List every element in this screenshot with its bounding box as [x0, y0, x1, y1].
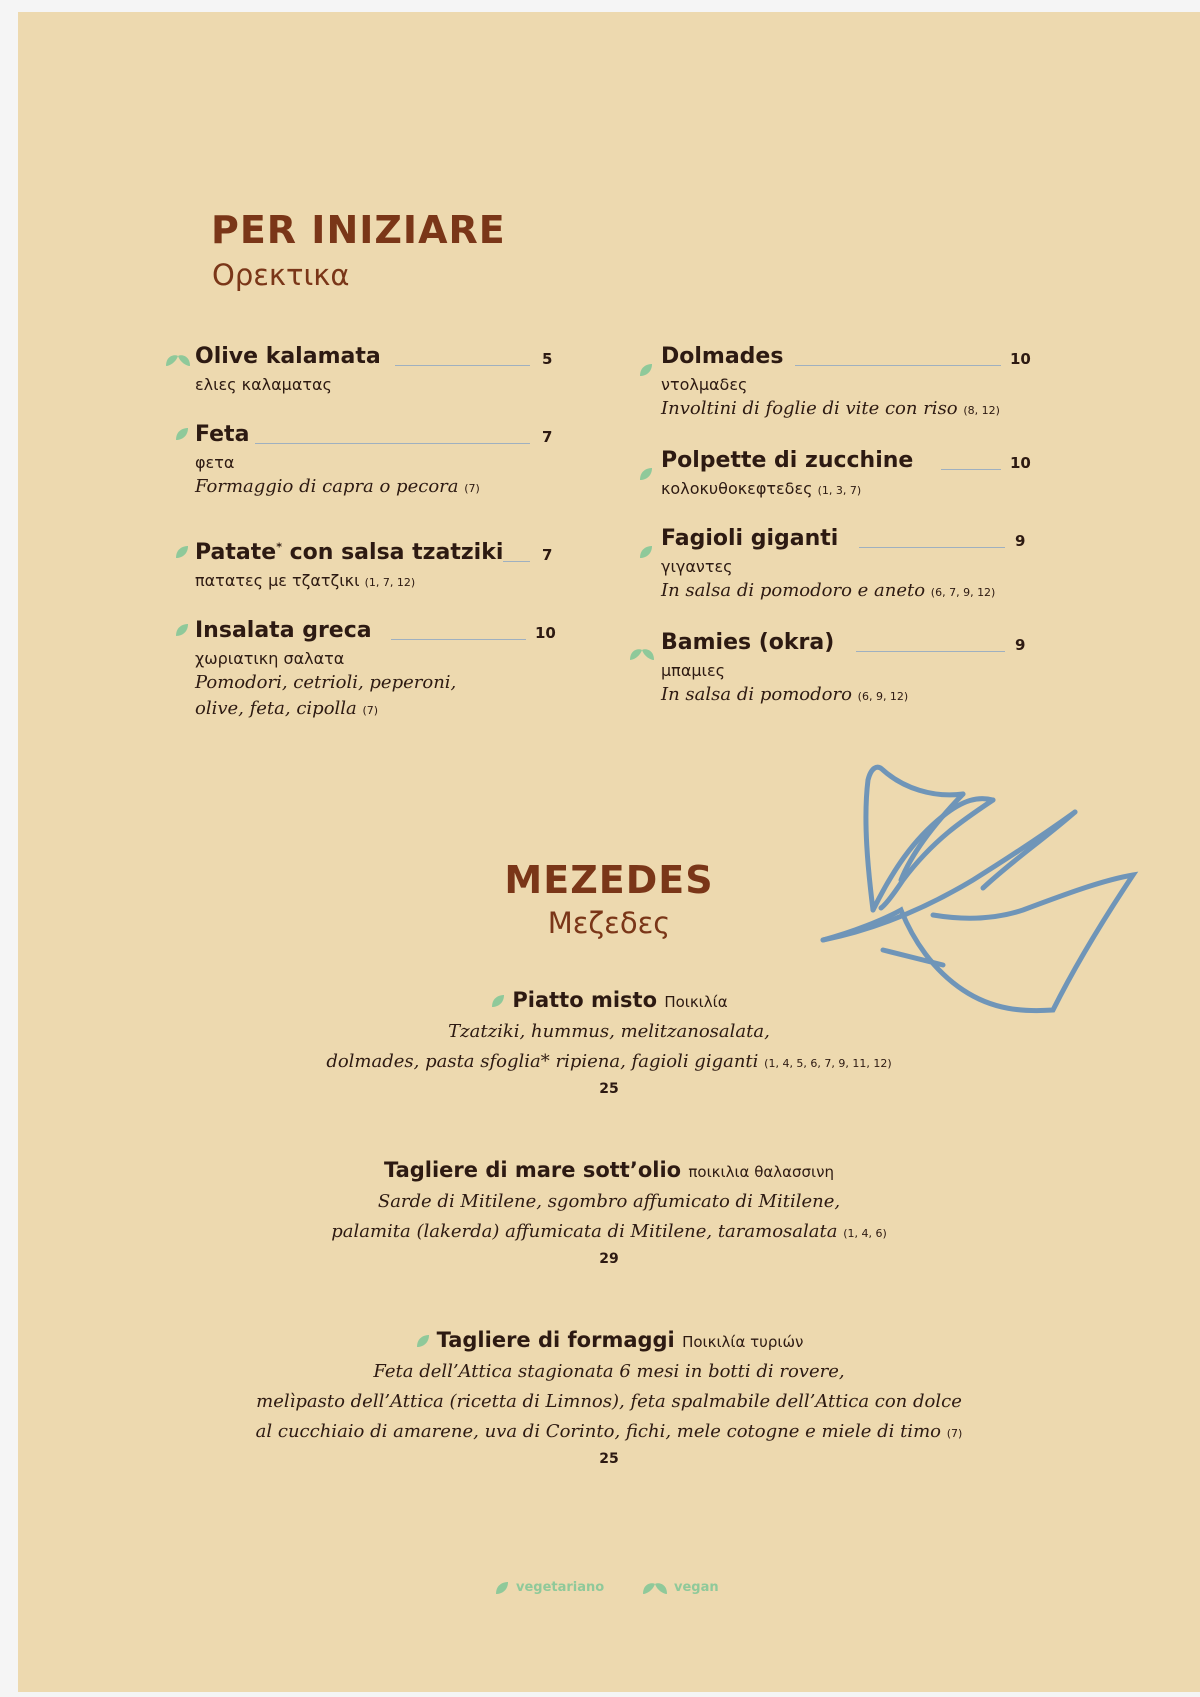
menu-page: [18, 12, 1200, 1692]
item-price: 5: [542, 350, 553, 368]
item-name: Olive kalamata: [195, 344, 381, 369]
item-greek-name: φετα: [195, 453, 235, 472]
item-price: 10: [535, 624, 556, 642]
vegan-leaf-icon: [641, 1580, 669, 1596]
item-name: Feta: [195, 422, 250, 447]
item-name: Insalata greca: [195, 618, 372, 643]
item-price: 7: [542, 428, 553, 446]
item-description: Formaggio di capra o pecora (7): [195, 476, 480, 497]
section-subtitle-starters: Ορεκτικα: [212, 258, 350, 292]
item-greek-name: ντολμαδες: [661, 375, 748, 394]
item-greek-name: Ποικιλία τυριών: [682, 1333, 804, 1351]
section-title-starters: PER INIZIARE: [211, 208, 506, 252]
allergens: (6, 7, 9, 12): [930, 586, 996, 599]
item-greek-name: μπαμιες: [661, 661, 725, 680]
legend-vegan: vegan: [674, 1580, 719, 1595]
vegetarian-leaf-icon: [174, 622, 190, 638]
menu-item: [195, 540, 552, 594]
section-subtitle-mezedes: Μεζεδες: [547, 906, 671, 940]
item-description: In salsa di pomodoro (6, 9, 12): [661, 684, 909, 705]
menu-item: [661, 344, 1031, 424]
menu-item: [195, 344, 552, 396]
item-description: dolmades, pasta sfoglia* ripiena, fagioli giganti (1, 4, 5, 6, 7, 9, 11, 12): [326, 1051, 892, 1072]
vegetarian-leaf-icon: [490, 993, 506, 1009]
item-description: Involtini di foglie di vite con riso (8, 12): [661, 398, 1000, 419]
legend-vegetarian: vegetariano: [516, 1580, 605, 1595]
dotted-rule: [395, 365, 530, 366]
item-description: Sarde di Mitilene, sgombro affumicato di Mitilene,: [377, 1191, 841, 1212]
item-name: Polpette di zucchine: [661, 448, 914, 473]
item-description: olive, feta, cipolla (7): [195, 698, 379, 719]
item-price: 7: [542, 546, 553, 564]
item-greek-name: πατατες με τζατζικι (1, 7, 12): [195, 571, 416, 590]
item-name: Piatto misto: [512, 988, 657, 1012]
menu-item: [195, 422, 552, 502]
allergens: (1, 4, 6): [843, 1227, 887, 1240]
vegetarian-leaf-icon: [415, 1333, 431, 1349]
item-greek-name: Ποικιλία: [664, 993, 728, 1011]
item-name: Tagliere di formaggi: [436, 1328, 675, 1352]
item-name: Dolmades: [661, 344, 784, 369]
item-description: palamita (lakerda) affumicata di Mitilene, taramosalata (1, 4, 6): [331, 1221, 887, 1242]
vegetarian-leaf-icon: [174, 544, 190, 560]
item-greek-name: ελιες καλαματας: [195, 375, 332, 394]
item-description: Tzatziki, hummus, melitzanosalata,: [448, 1021, 770, 1042]
item-greek-name: χωριατικη σαλατα: [195, 649, 345, 668]
dotted-rule: [391, 639, 526, 640]
allergens: (7): [362, 704, 379, 717]
allergens: (7): [464, 482, 480, 495]
menu-item: [661, 526, 1031, 606]
dotted-rule: [255, 443, 530, 444]
item-price: 29: [599, 1251, 619, 1267]
allergens: (1, 3, 7): [817, 484, 862, 497]
allergens: (1, 7, 12): [364, 576, 416, 589]
dotted-rule: [503, 561, 530, 562]
item-price: 9: [1015, 636, 1026, 654]
vegetarian-leaf-icon: [638, 362, 654, 378]
allergens: (6, 9, 12): [857, 690, 909, 703]
item-price: 25: [599, 1451, 619, 1467]
section-title-mezedes: MEZEDES: [504, 858, 714, 902]
allergens: (7): [946, 1427, 963, 1440]
item-description: Pomodori, cetrioli, peperoni,: [195, 672, 457, 693]
vegetarian-leaf-icon: [638, 466, 654, 482]
item-name: Bamies (okra): [661, 630, 835, 655]
item-price: 9: [1015, 532, 1026, 550]
item-name: Patate* con salsa tzatziki: [195, 540, 504, 565]
vegan-leaf-icon: [628, 646, 656, 662]
item-price: 10: [1010, 350, 1031, 368]
vegan-leaf-icon: [164, 352, 192, 368]
allergens: (1, 4, 5, 6, 7, 9, 11, 12): [764, 1057, 892, 1070]
mezedes-item: [18, 985, 1200, 1097]
item-greek-name: γιγαντες: [661, 557, 733, 576]
dotted-rule: [859, 547, 1005, 548]
item-description: melìpasto dell’Attica (ricetta di Limnos), feta spalmabile dell’Attica con dolce: [256, 1391, 962, 1412]
vegetarian-leaf-icon: [174, 426, 190, 442]
vegetarian-leaf-icon: [638, 544, 654, 560]
dotted-rule: [856, 651, 1005, 652]
dotted-rule: [795, 365, 1001, 366]
item-description: Feta dell’Attica stagionata 6 mesi in botti di rovere,: [373, 1361, 845, 1382]
mezedes-item: [18, 1325, 1200, 1467]
item-price: 25: [599, 1081, 619, 1097]
item-name: Fagioli giganti: [661, 526, 839, 551]
allergens: (8, 12): [963, 404, 1000, 417]
vegetarian-leaf-icon: [494, 1580, 510, 1596]
item-name: Tagliere di mare sott’olio: [383, 1158, 682, 1182]
item-description: al cucchiaio di amarene, uva di Corinto, fichi, mele cotogne e miele di timo (7): [255, 1421, 963, 1442]
item-greek-name: κολοκυθοκεφτεδες (1, 3, 7): [661, 479, 862, 498]
menu-item: [661, 448, 1031, 502]
dotted-rule: [941, 469, 1001, 470]
menu-item: [195, 618, 556, 724]
menu-item: [661, 630, 1031, 710]
item-greek-name: ποικιλια θαλασσινη: [688, 1163, 835, 1181]
item-price: 10: [1010, 454, 1031, 472]
mezedes-item: [18, 1155, 1200, 1267]
item-description: In salsa di pomodoro e aneto (6, 7, 9, 12): [661, 580, 996, 601]
